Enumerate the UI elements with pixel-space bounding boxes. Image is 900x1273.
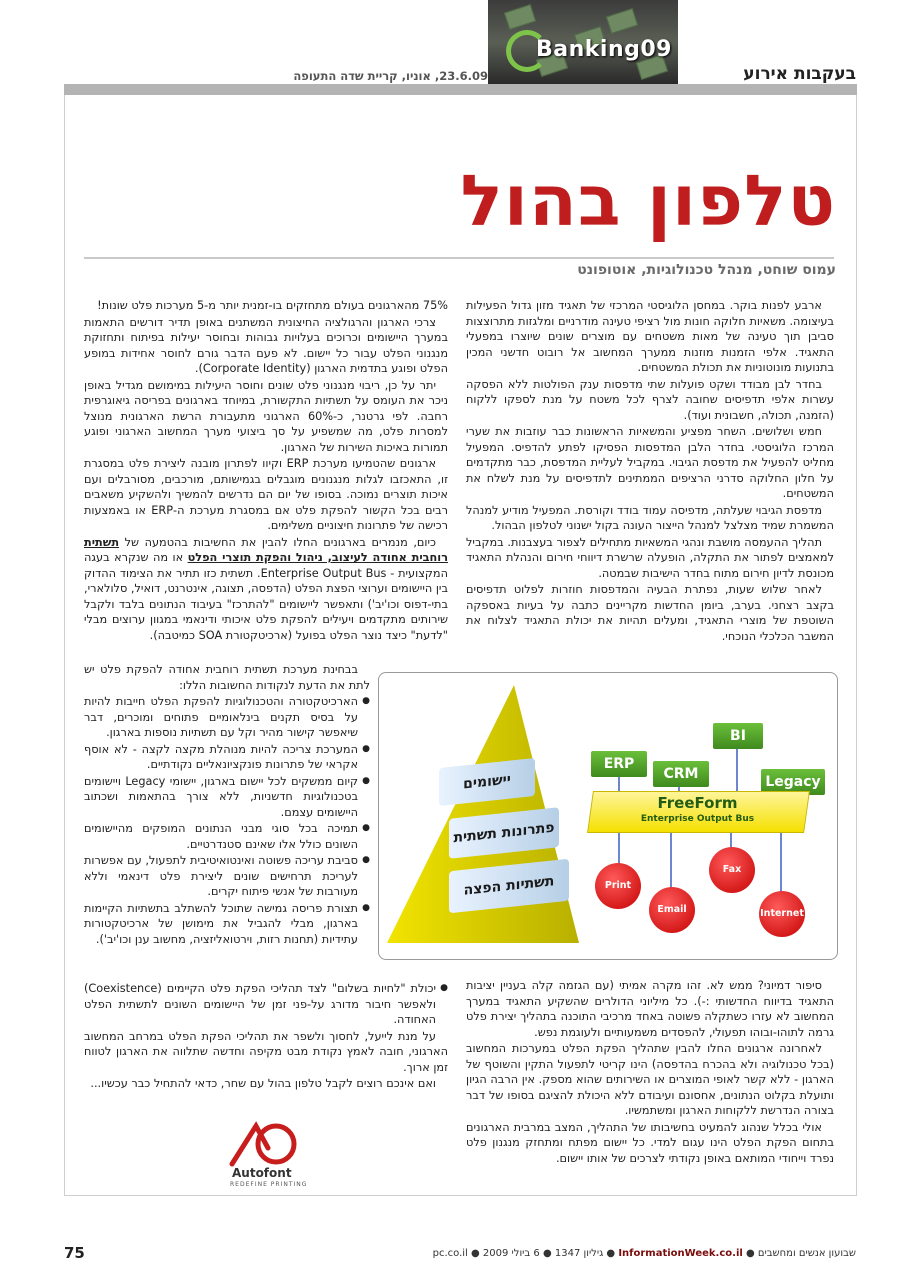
source-erp: ERP: [591, 751, 647, 777]
paragraph: צרכי הארגון והרגולציה החיצונית המשתנים באופן תדיר דורשים התאמות במערך היישומים וכרוכים בעלויות גבוהות ובחוסר יעילות בפיתוח ותחזוקת מנגנוני הפלט עבור כל יישום. לא פעם הדבר גורם לחוסר אחידות במופע הפלט ופוגע בתדמית הארגון (Corporate Identity).: [84, 315, 448, 375]
output-email: Email: [649, 887, 695, 933]
output-fax: Fax: [709, 847, 755, 893]
paragraph: ארבע לפנות בוקר. במחסן הלוגיסטי המרכזי של תאגיד מזון גדול הפעילות בעיצומה. משאיות חלוקה חונות מול רציפי טעינה מודרניים ומלגזות מתרוצצות סביבן תוך טעינה של מאות משטחים עם מוצרים שונים שיוצרו במפעלי התאגיד. אלפי הזמנות מוזנות ממערך המחשוב אל רובוט חדשני המכין בתנועות מונוטוניות את תכולת המשטחים.: [466, 299, 834, 374]
paragraph: על מנת לייעל, לחסוך ולשפר את תהליכי הפקת הפלט במרחב המחשוב הארגוני, חובה לאמץ נקודת מבט מקיפה וחדשה שתלווה את הארגון לטווח זמן ארוך.: [84, 1029, 448, 1074]
list-item: ● תמיכה בכל סוגי מבני הנתונים המופקים מהיישומים השונים כולל אלו שאינם סטנדרטיים.: [84, 821, 370, 852]
output-internet: Internet: [759, 891, 805, 937]
architecture-diagram: [378, 672, 838, 960]
event-banner: Banking09: [536, 37, 672, 62]
list-item: ● המערכת צריכה להיות מנוהלת מקצה לקצה - לא אוסף אקראי של פתרונות פונקציונאליים נקודתיים.: [84, 742, 370, 773]
paragraph: כיום, מנמרים בארגונים החלו להבין את החשיבות בהטמעה של תשתית רוחבית אחודה לעיצוב, ניהול והפקת תוצרי הפלט או מה שנקרא בעגה המקצועית - Enterprise Output Bus. תשתית כזו תתיר את הצימוד ההדוק בין היישומים וערוצי הפצת הפלט (הדפסה, תצוגה, אינטרנט, דואיל, סלולארי, בתי-דפוס וכו'יב') ותאפשר ליישומים "להתרכז" בעיבוד הנתונים בלבד ולקבל שירותים מתקדמים ויעילים להפקת פלט איכותי ודינאמי במגוון ערוצים מבלי "לדעת" כיצד נוצר הפלט בפועל (ארכיטקטורת SOA כמיטבה).: [84, 535, 448, 642]
event-date: 23.6.09, אוניו, קריית שדה התעופה: [293, 69, 488, 83]
paragraph: יתר על כן, ריבוי מנגנוני פלט שונים וחוסר היעילות במימושם מגדיל באופן ניכר את העומס על תשתיות התקשורת, במיוחד בארגונים בפריסה גיאוגרפית רחבה. לפי גרטנר, כ-60% הארגוני מתעבורת הרשת הארגונית מנוצל למסרות פלט, מה שמשפיע על סך ביצועי מערך המחשוב הארגוני ופוגע תמורות באיכות השירות של הארגון.: [84, 378, 448, 454]
source-bi: BI: [713, 723, 763, 749]
emphasis: תשתית רוחבית אחודה לעיצוב, ניהול והפקת תוצרי הפלט: [84, 535, 448, 564]
paragraph: 75% מהארגונים בעולם מתחזקים בו-זמנית יותר מ-5 מערכות פלט שונות!: [97, 299, 448, 312]
logo-tagline: REDEFINE PRINTING: [230, 1181, 308, 1188]
paragraph: אולי בכלל שנהוג להמעיט בחשיבותו של התהליך, המצב במרבית הארגונים בתחום הפקת הפלט הינו עגום למדי. כל יישום מפתח ומתחזק מנגנון פלט נפרד וייחודי המותאם באופן נקודתי לצרכים של אותו יישום.: [466, 1120, 834, 1165]
paragraph: בחדר לבן מבודד ושקט פועלות שתי מדפסות ענק הפולטות ללא הפסקה עשרות אלפי תדפיסים שחובה לצרף לכל משטח על מנת לספקו ללקוח (הזמנה, תכולה, חשבונית ועוד).: [466, 377, 834, 422]
list-item: ● הארכיטקטורה והטכנולוגיות להפקת הפלט חייבות להיות על בסיס תקנים בינלאומיים פתוחים ומוכרים, דבר שיאפשר קישור מהיר וקל עם תשתיות נוספות בארגון.: [84, 694, 370, 741]
paragraph: בבחינת מערכת תשתית רוחבית אחודה להפקת פלט יש לתת את הדעת לנקודות החשובות הללו:: [84, 663, 370, 692]
paragraph: מדפסת הגיבוי שעלתה, מדפיסה עמוד בודד וקורסת. המפעיל מודיע למנהל המשמרת שמיד מצלצל למנהל הייצור העונה בקול ישנוני לטלפון הבהול.: [466, 503, 834, 532]
title-rule: [84, 257, 834, 259]
body-column-left-lower: [84, 981, 448, 1093]
source-legacy: Legacy: [761, 769, 825, 795]
pyramid-layer-distribution: תשתיות הפצה: [449, 859, 569, 914]
logo-brand: Autofont: [232, 1166, 292, 1180]
bullet-section: [84, 662, 370, 948]
bullet-list: [84, 981, 448, 1028]
frame-right: [856, 95, 857, 1195]
paragraph: ואם אינכם רוצים לקבל טלפון בהול עם שחר, כדאי להתחיל כבר עכשיו...: [90, 1077, 436, 1090]
footer-line: שבועון אנשים ומחשבים ● InformationWeek.co.il ● גיליון 1347 ● 6 ביולי 2009 ● pc.co.il: [432, 1248, 856, 1259]
list-item: ● קיום ממשקים לכל יישום בארגון, יישומי Legacy ויישומים בטכנולוגיות חדשניות, ללא צורך בהתאמות ושכתוב היישומים עצמם.: [84, 774, 370, 821]
list-item: ● תצורת פריסה גמישה שתוכל להשתלב בתשתיות הקיימות בארגון, מבלי להגביל את מימושן של ארכיטקטורות עתידיות (תחנות רזות, וירטואליזציה, מחשוב ענן וכו'יב').: [84, 901, 370, 948]
article-title: טלפון בהול: [460, 160, 836, 242]
bullet-list: [84, 694, 370, 947]
source-crm: CRM: [653, 761, 709, 787]
paragraph: לאחרונה ארגונים החלו להבין שתהליך הפקת הפלט במערכות המחשוב (בכל טכנולוגיה ולא בהכרח בהדפסה) הינו קריטי לתפעול התקין והשוטף של הארגון - ללא קשר לאופי המוצרים או השירותים שהוא מספק. אין הרבה הגיון ותועלת בקלוט הנתונים, אחסונם ועיבודם ללא היכולת להציגם בסופו של דבר בצורה הנדרשת ללקוחות הארגון ומשתמשיו.: [466, 1042, 834, 1117]
body-column-right: [466, 298, 834, 645]
footer-site: InformationWeek.co.il: [618, 1248, 743, 1259]
header-rule: [64, 84, 857, 95]
output-print: Print: [595, 863, 641, 909]
byline: עמוס שוחט, מנהל טכנולוגיות, אוטופונט: [577, 262, 836, 278]
section-label: בעקבות אירוע: [743, 64, 856, 84]
paragraph: תהליך ההעמסה מושבת ונהגי המשאיות מתחילים לצפור בעצבנות. במקביל למאמצים לפתור את התקלה, הופעלה שרשרת דיווחי חירום והנהלת התאגיד מכונסת לדיון חירום מתוח בחדר הישיבות שבמטה.: [466, 535, 834, 580]
pyramid-layer-infra: פתרונות תשתית: [449, 807, 559, 859]
pyramid-layer-apps: יישומים: [439, 758, 535, 806]
paragraph: לאחר שלוש שעות, נפתרת הבעיה והמדפסות חוזרות לפלוט תדפיסים בקצב רצחני. בערב, ביומן החדשות מקריינים כתבה על בעיות באספקה השוטפת של מוצרי התאגיד, ומעלים תהיות את יכולת התאגיד לצלוח את המשבר הכלכלי הנוכחי.: [466, 583, 834, 643]
list-item: ● יכולת "לחיות בשלום" לצד תהליכי הפקת פלט הקיימים (Coexistence) ולאפשר חיבור מדורג על-פני זמן של היישומים השונים לתשתית הפלט האחודה.: [84, 981, 448, 1028]
bus-subtitle: Enterprise Output Bus: [640, 814, 755, 824]
bus-title: FreeForm: [657, 794, 738, 812]
paragraph: חמש ושלושים. השחר מפציע והמשאיות הראשונות כבר עוזבות את שערי המרכז הלוגיסטי. בחדר הלבן המדפסות הפסיקו לפתע להדפיס. המפעיל מחליט להפעיל את מדפסת הגיבוי. במקביל לעליית המדפסת, כבר מתקדמים על חלון החלוקה סדרני הרציפים הממתינים לתדפיסים על מנת לשלח את המשטחים.: [466, 425, 834, 500]
paragraph: סיפור דמיוני? ממש לא. זהו מקרה אמיתי (עם הגזמה קלה בעניין יציבות התאגיד בדיווח החדשותי :-). כל מיליוני הדולרים שהשקיע התאגיד במערך המחשוב לא עזרו כשתקלה פשוטה באחד מרכיבי התוכנה בתהליך יצירת פלט גרמה לתוהו-ובוהו תפעולי, להפסדים משמעותיים ולעוגמת נפש.: [466, 979, 834, 1039]
list-item: ● סביבת עריכה פשוטה ואינטואיטיבית לתפעול, עם אפשרות לעריכת תרחישים שונים ליצירת פלט דינאמי וללא מעורבות של אנשי פיתוח יקרים.: [84, 853, 370, 900]
frame-bottom: [64, 1195, 857, 1196]
output-bus-label: [590, 791, 805, 825]
frame-left: [64, 95, 65, 1195]
body-column-right-lower: [466, 978, 834, 1167]
autofont-mark-icon: [212, 1118, 316, 1170]
paragraph: ארגונים שהטמיעו מערכת ERP וקיוו לפתרון מובנה ליצירת פלט במסגרת זו, התאכזבו לגלות מנגנונים מוגבלים בגמישותם, מורכבים, מסורבלים ועם איכות תוצרים נמוכה. בסופו של יום הם נדרשים להמשיך ולהשקיע משאבים רבים בכל הקשור להפקת פלט אם במסגרת מערכת ה-ERP או באמצעות רכישה של פתרונות חיצוניים משלימים.: [84, 457, 448, 532]
autofont-logo: [212, 1118, 316, 1192]
body-column-left: [84, 298, 448, 644]
page-number: 75: [64, 1244, 85, 1262]
